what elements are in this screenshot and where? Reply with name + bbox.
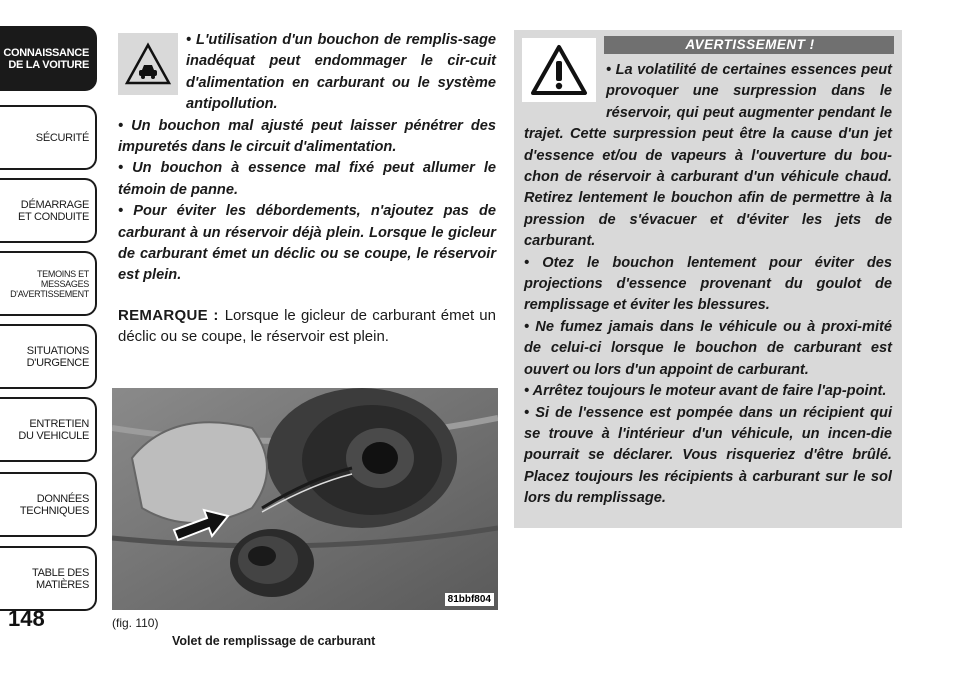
caution-paragraph: • Un bouchon mal ajusté peut laisser pénétrer des impuretés dans le circuit d'alimentation. — [118, 117, 496, 156]
warning-paragraph: • Ne fumez jamais dans le véhicule ou à proxi-mité de celui-ci lorsque le bouchon de carburant est ouvert ou lors d'un appoint de carburant. — [524, 318, 892, 378]
caution-paragraph: • Un bouchon à essence mal fixé peut allumer le témoin de panne. — [118, 160, 496, 198]
tab-table-des-matieres[interactable]: TABLE DES MATIÈRES — [0, 546, 97, 611]
figure-ref: (fig. 110) — [112, 616, 159, 630]
car-warning-icon — [118, 33, 178, 95]
note-text: Lorsque le gicleur de carburant émet un déclic ou se coupe, le réservoir est plein. — [118, 306, 496, 345]
tab-donnees-techniques[interactable]: DONNÉES TECHNIQUES — [0, 472, 97, 537]
fuel-door-photo — [112, 388, 498, 610]
warning-text — [520, 60, 896, 510]
tab-connaissance-de-la-voiture[interactable]: CONNAISSANCE DE LA VOITURE — [0, 26, 97, 91]
warning-paragraph: • Si de l'essence est pompée dans un récipient qui se trouve à l'intérieur d'un véhicule, un incen-die pourrait se déclarer. Vous risqueriez d'être brûlé. Placez toujours les récipients à carburant sur le sol lors du remplissage. — [524, 404, 892, 507]
page-number: 148 — [8, 606, 45, 631]
warning-paragraph: • La volatilité de certaines essences peut provoquer une surpression dans le réservoir, qui peut augmenter pendant le trajet. Cette surpression peut être la cause d'un jet d'essence et/ou de vapeurs à l'ouverture du bou-chon de réservoir à carburant d'un véhicule chaud. Retirez lentement le bouchon afin de permettre à la pression de s'évacuer et d'éviter les jets de carburant. — [524, 62, 892, 250]
left-column — [118, 30, 496, 347]
figure-caption: Volet de remplissage de carburant — [172, 634, 376, 648]
caution-paragraph: • L'utilisation d'un bouchon de remplis-sage inadéquat peut endommager le cir-cuit d'alimentation en carburant ou le système antipollution. — [186, 32, 496, 113]
note-label: REMARQUE : — [118, 306, 219, 324]
caution-block — [118, 30, 496, 287]
warning-box — [514, 30, 902, 528]
tab-securite[interactable]: SÉCURITÉ — [0, 105, 97, 170]
warning-triangle-icon — [522, 38, 596, 102]
fuel-door-illustration — [112, 388, 498, 610]
tab-demarrage-et-conduite[interactable]: DÉMARRAGE ET CONDUITE — [0, 178, 97, 243]
caution-paragraph: • Pour éviter les débordements, n'ajoutez pas de carburant à un réservoir déjà plein. Lorsque le gicleur de carburant émet un déclic ou se coupe, le réservoir est plein. — [118, 203, 496, 284]
tab-entretien-du-vehicule[interactable]: ENTRETIEN DU VEHICULE — [0, 397, 97, 462]
warning-header: AVERTISSEMENT ! — [604, 36, 894, 54]
warning-paragraph: • Otez le bouchon lentement pour éviter des projections d'essence provenant du goulot de remplissage et éviter les blessures. — [524, 254, 892, 314]
tab-temoins-et-messages[interactable]: TEMOINS ET MESSAGES D'AVERTISSEMENT — [0, 251, 97, 316]
note-block — [118, 305, 496, 347]
warning-paragraph: • Arrêtez toujours le moteur avant de faire l'ap-point. — [524, 383, 887, 400]
figure-code: 81bbf804 — [445, 593, 494, 606]
tab-situations-d-urgence[interactable]: SITUATIONS D'URGENCE — [0, 324, 97, 389]
